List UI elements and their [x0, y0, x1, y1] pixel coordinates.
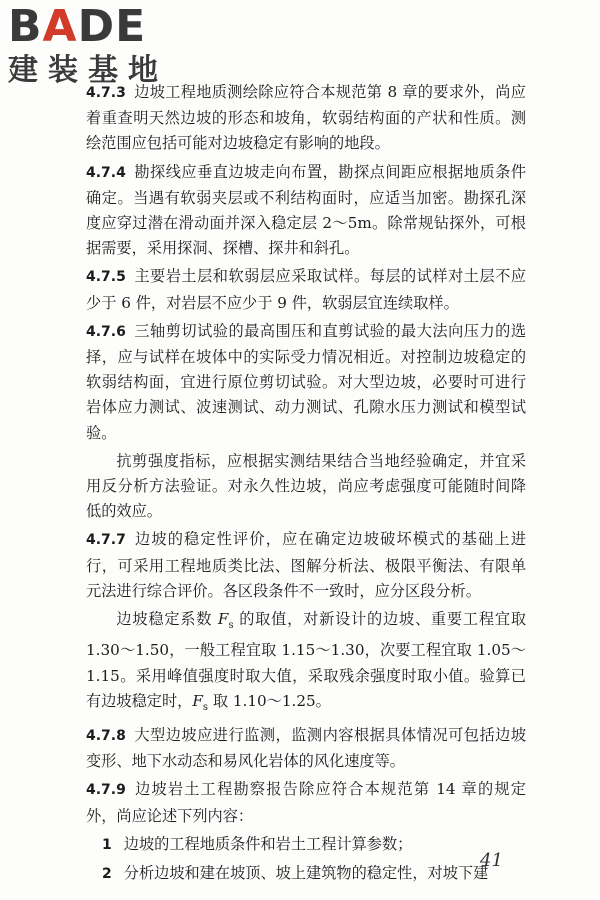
symbol-f: F — [192, 691, 203, 710]
clause-4-7-7 — [86, 527, 526, 604]
clause-4-7-8 — [86, 723, 526, 774]
list-item — [86, 832, 526, 858]
clause-text: 边坡工程地质测绘除应符合本规范第 8 章的要求外，尚应着重查明天然边坡的形态和坡角，软弱结构面的产状和性质。测绘范围应包括可能对边坡稳定有影响的地段。 — [86, 83, 526, 153]
logo-subtitle: 建装基地 — [8, 53, 168, 88]
clause-text: 主要岩土层和软弱层应采取试样。每层的试样对土层不应少于 6 件，对岩层不应少于 9 件，软弱层宜连续取样。 — [86, 267, 526, 312]
list-item — [86, 861, 526, 887]
clause-4-7-5 — [86, 264, 526, 315]
clause-text: 边坡的稳定性评价，应在确定边坡破坏模式的基础上进行，可采用工程地质类比法、图解分析法、极限平衡法、有限单元法进行综合评价。各区段条件不一致时，应分区段分析。 — [86, 530, 526, 600]
list-item-text: 边坡的工程地质条件和岩土工程计算参数； — [123, 834, 413, 853]
page-number: 41 — [480, 850, 503, 871]
paragraph-stability-factor: 边坡稳定系数 $F_s$ 的取值，对新设计的边坡、重要工程宜取 1.30～1.50，一般工程宜取 1.15～1.30，次要工程宜取 1.05～1.15。采用峰值强度时取大值，采取残余强度时取小值。验算已有边坡稳定时，$F_s$ 取 1.10～1.25。 — [86, 610, 527, 713]
clause-text: 三轴剪切试验的最高围压和直剪试验的最大法向压力的选择，应与试样在坡体中的实际受力情况相近。对控制边坡稳定的软弱结构面，宜进行原位剪切试验。对大型边坡，必要时可进行岩体应力测试、波速测试、动力测试、孔隙水压力测试和模型试验。 — [86, 321, 526, 442]
paragraph-shear-strength — [86, 449, 526, 525]
clause-4-7-9 — [86, 777, 526, 828]
list-item-number: 1 — [102, 836, 112, 853]
clause-number: 4.7.7 — [86, 532, 126, 549]
list-item-number: 2 — [102, 865, 112, 882]
clause-text: 边坡岩土工程勘察报告除应符合本规范第 14 章的规定外，尚应论述下列内容： — [86, 780, 526, 825]
watermark-logo — [8, 1, 178, 96]
list-item-text: 分析边坡和建在坡顶、坡上建筑物的稳定性，对坡下建 — [123, 863, 489, 882]
clause-number: 4.7.5 — [86, 269, 126, 286]
clause-number: 4.7.4 — [86, 164, 126, 181]
clause-4-7-4 — [86, 160, 526, 262]
clause-4-7-6 — [86, 319, 526, 446]
clause-text: 大型边坡应进行监测，监测内容根据具体情况可包括边坡变形、地下水动态和易风化岩体的风化速度等。 — [86, 725, 526, 771]
document-body — [86, 80, 526, 887]
logo-wordmark: BADE — [8, 1, 147, 52]
clause-number: 4.7.3 — [86, 85, 126, 101]
clause-text: 勘探线应垂直边坡走向布置，勘探点间距应根据地质条件确定。当遇有软弱夹层或不利结构面时，应适当加密。勘探孔深度应穿过潜在滑动面并深入稳定层 2～5m。除常规钻探外，可根据需要，采用探洞、探槽、探井和斜孔。 — [86, 162, 526, 258]
paragraph-text: 抗剪强度指标，应根据实测结果结合当地经验确定，并宜采用反分析方法验证。对永久性边坡，尚应考虑强度可能随时间降低的效应。 — [86, 451, 526, 521]
clause-number: 4.7.6 — [86, 323, 126, 340]
clause-number: 4.7.8 — [86, 727, 126, 744]
symbol-f: F — [217, 610, 229, 629]
clause-number: 4.7.9 — [86, 782, 126, 799]
